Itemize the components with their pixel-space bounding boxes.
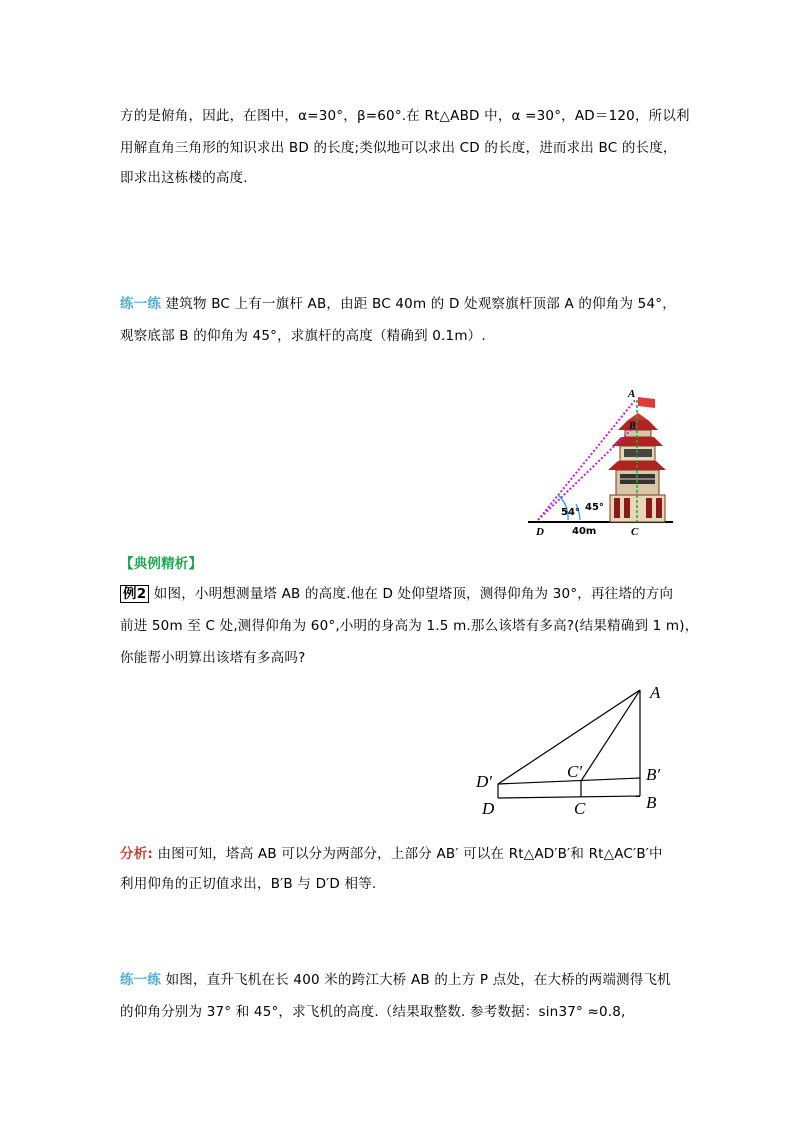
fig1-distance: 40m <box>572 526 597 537</box>
example2-line-3: 你能帮小明算出该塔有多高吗? <box>120 650 306 666</box>
example2-line-1 <box>120 582 673 602</box>
fig2-label-b: B <box>646 793 657 812</box>
practice1-label: 练一练 <box>120 296 162 312</box>
practice2-line-1 <box>120 968 671 988</box>
building-door-2 <box>624 498 630 518</box>
example2-line-2: 前进 50m 至 C 处,测得仰角为 60°,小明的身高为 1.5 m.那么该塔有多高?(结果精确到 1 m)， <box>120 618 699 634</box>
fig1-angle-54: 54° <box>561 507 580 518</box>
practice1-text-1: 建筑物 BC 上有一旗杆 AB，由距 BC 40m 的 D 处观察旗杆顶部 A 的仰角为 54°， <box>165 296 676 312</box>
fig2-label-b2: B′ <box>646 765 661 784</box>
section-heading: 【典例精析】 <box>120 556 203 572</box>
fig1-label-b: B <box>629 421 636 432</box>
building-door-3 <box>646 498 652 518</box>
fig1-label-c: C <box>631 526 639 538</box>
tower-figure <box>470 680 680 820</box>
fig2-label-c2: C′ <box>567 762 583 781</box>
fig2-label-d2: D′ <box>476 772 492 791</box>
practice2-line-2: 的仰角分别为 37° 和 45°，求飞机的高度.（结果取整数. 参考数据：sin37° ≈0.8, <box>120 1004 626 1020</box>
example2-text-1: 如图，小明想测量塔 AB 的高度.他在 D 处仰望塔顶，测得仰角为 30°，再往塔的方向 <box>153 586 674 602</box>
fig2-label-c: C <box>574 799 586 818</box>
example2-label: 例2 <box>120 585 149 603</box>
analysis-line-1 <box>120 842 663 862</box>
flag <box>638 397 655 408</box>
building-middle-windows <box>624 449 652 457</box>
analysis-text-1: 由图可知，塔高 AB 可以分为两部分，上部分 AB′ 可以在 Rt△AD′B′和 Rt△AC′B′中 <box>157 846 663 862</box>
intro-line-3: 即求出这栋楼的高度. <box>120 170 248 186</box>
fig1-label-a: A <box>628 388 636 400</box>
fig2-label-d: D <box>482 799 495 818</box>
sight-c2a <box>581 690 640 781</box>
intro-line-2: 用解直角三角形的知识求出 BD 的长度;类似地可以求出 CD 的长度，进而求出 BC 的长度， <box>120 140 677 156</box>
line-db <box>498 796 640 798</box>
practice2-label: 练一练 <box>120 972 162 988</box>
fig2-label-a: A <box>650 683 661 702</box>
building-top-roof <box>618 420 658 430</box>
fig1-label-d: D <box>536 526 544 538</box>
analysis-label: 分析: <box>120 846 153 862</box>
analysis-line-2: 利用仰角的正切值求出，B′B 与 D′D 相等. <box>120 876 377 892</box>
flagpole-building-figure <box>528 380 678 540</box>
intro-line-1: 方的是俯角，因此，在图中，α=30°，β=60°.在 Rt△ABD 中，α =30°，AD＝120，所以利 <box>120 108 690 124</box>
practice2-text-1: 如图，直升飞机在长 400 米的跨江大桥 AB 的上方 P 点处，在大桥的两端测得飞机 <box>165 972 671 988</box>
building-door-1 <box>614 498 620 518</box>
fig1-angle-45: 45° <box>585 502 604 513</box>
practice1-line-1 <box>120 292 676 312</box>
practice1-line-2: 观察底部 B 的仰角为 45°，求旗杆的高度（精确到 0.1m）. <box>120 328 486 344</box>
building-door-4 <box>656 498 662 518</box>
